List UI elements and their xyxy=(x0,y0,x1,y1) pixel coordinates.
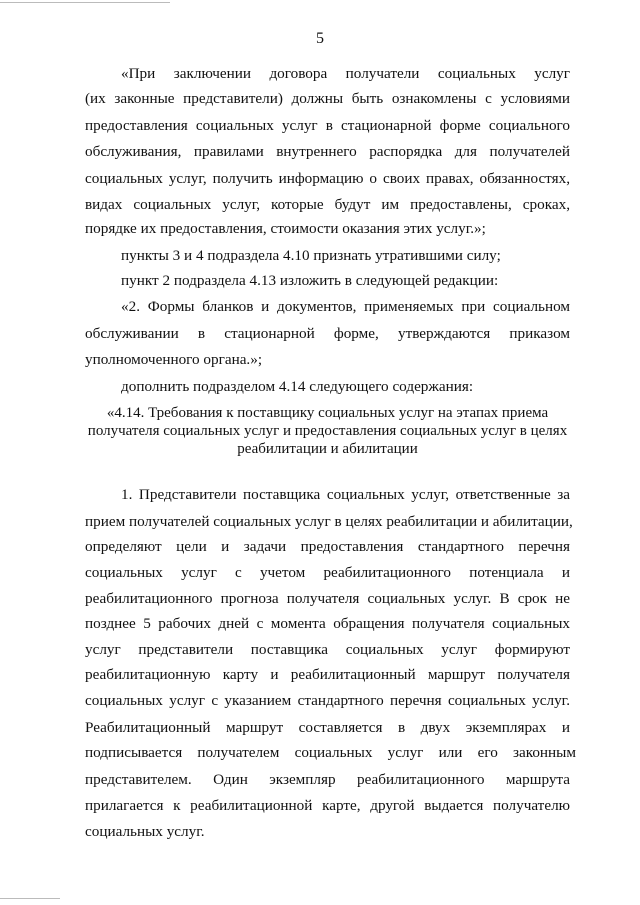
text-line: социальных услуг. xyxy=(85,823,205,840)
text-line: уполномоченного органа.»; xyxy=(85,351,263,368)
text-line: «4.14. Требования к поставщику социальных услуг на этапах приема xyxy=(106,405,549,421)
text-line: прием получателей социальных услуг в целях реабилитации и абилитации, xyxy=(85,513,573,530)
text-line: прилагается к реабилитационной карте, другой выдается получателю xyxy=(85,797,570,814)
text-line: реабилитационную карту и реабилитационный маршрут получателя xyxy=(85,666,570,683)
text-line: (их законные представители) должны быть ознакомлены с условиями xyxy=(85,90,570,107)
text-line: подписывается получателем социальных услуг или его законным xyxy=(85,744,576,761)
text-line: порядке их предоставления, стоимости оказания этих услуг.»; xyxy=(85,220,486,237)
text-line: представителем. Один экземпляр реабилитационного маршрута xyxy=(85,771,570,788)
text-line: предоставления социальных услуг в стационарной форме социального xyxy=(85,117,570,134)
text-line: пункты 3 и 4 подраздела 4.10 признать утратившими силу; xyxy=(121,247,501,264)
scan-edge-mark xyxy=(0,898,60,899)
text-line: определяют цели и задачи предоставления стандартного перечня xyxy=(85,538,570,555)
text-line: обслуживании в стационарной форме, утверждаются приказом xyxy=(85,325,570,342)
text-line: социальных услуг, получить информацию о своих правах, обязанностях, xyxy=(85,170,570,187)
text-line: социальных услуг с указанием стандартного перечня социальных услуг. xyxy=(85,692,570,709)
text-line: видах социальных услуг, которые будут им предоставлены, сроках, xyxy=(85,196,570,213)
text-line: 1. Представители поставщика социальных услуг, ответственные за xyxy=(121,486,570,503)
text-line: реабилитационного прогноза получателя социальных услуг. В срок не xyxy=(85,590,570,607)
text-line: «2. Формы бланков и документов, применяемых при социальном xyxy=(121,298,570,315)
scan-edge-mark xyxy=(0,2,170,3)
text-line: Реабилитационный маршрут составляется в двух экземплярах и xyxy=(85,719,570,736)
text-line: пункт 2 подраздела 4.13 изложить в следующей редакции: xyxy=(121,272,499,289)
text-line: дополнить подразделом 4.14 следующего содержания: xyxy=(121,378,474,395)
text-line: услуг представители поставщика социальных услуг формируют xyxy=(85,641,570,658)
text-line: реабилитации и абилитации xyxy=(237,441,418,457)
text-line: позднее 5 рабочих дней с момента обращения получателя социальных xyxy=(85,615,570,632)
text-line: социальных услуг с учетом реабилитационного потенциала и xyxy=(85,564,570,581)
text-line: «При заключении договора получатели социальных услуг xyxy=(121,65,570,82)
text-line: обслуживания, правилами внутреннего распорядка для получателей xyxy=(85,143,570,160)
page-number: 5 xyxy=(316,30,324,47)
text-line: получателя социальных услуг и предоставления социальных услуг в целях xyxy=(87,423,568,439)
